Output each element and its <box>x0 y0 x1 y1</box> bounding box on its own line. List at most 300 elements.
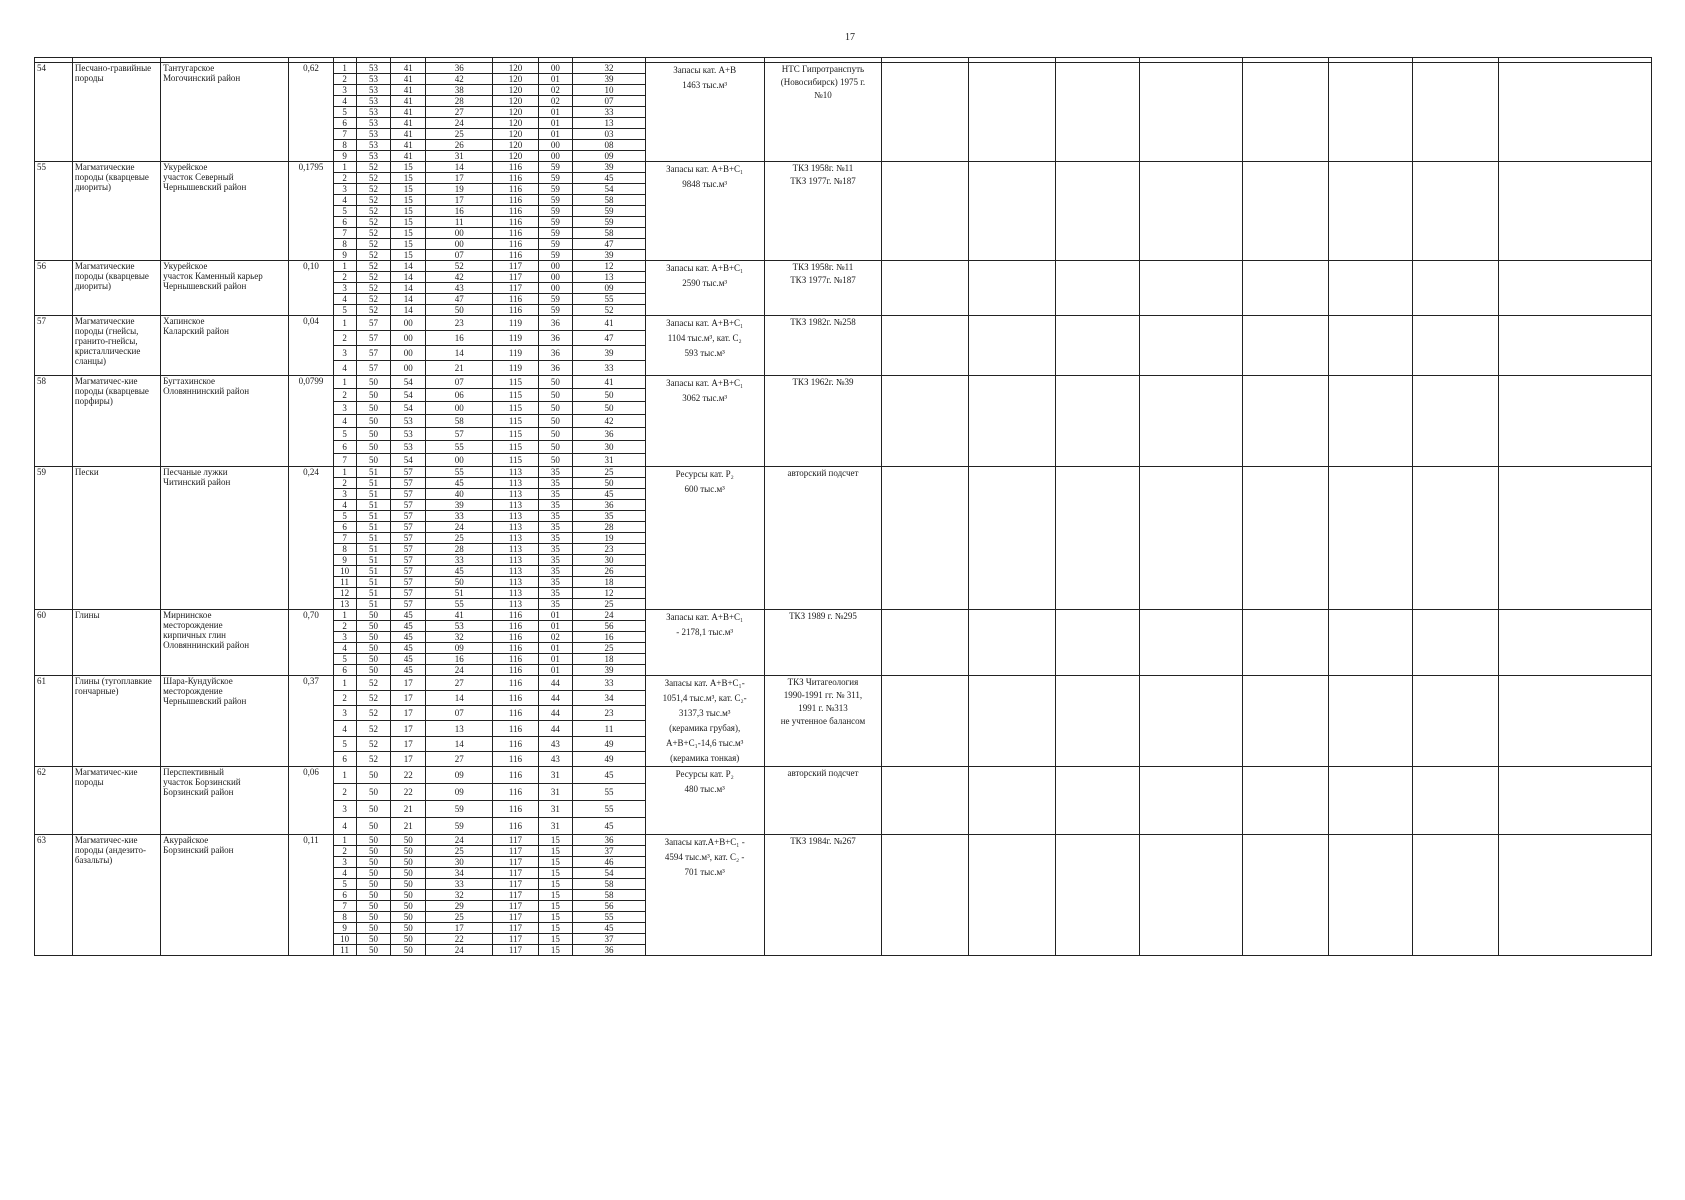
coord-cell: 39 <box>573 250 646 261</box>
coord-cell: 57 <box>391 467 426 478</box>
coord-cell: 45 <box>391 632 426 643</box>
coord-cell: 51 <box>356 555 391 566</box>
coord-cell: 52 <box>356 173 391 184</box>
coord-cell: 00 <box>538 261 573 272</box>
table-row <box>35 676 1652 691</box>
coord-cell: 01 <box>538 665 573 676</box>
area-value-text: 0,24 <box>303 467 319 477</box>
coord-cell: 50 <box>391 912 426 923</box>
coord-cell: 35 <box>538 478 573 489</box>
coord-cell: 6 <box>333 441 356 454</box>
empty-cell <box>1329 767 1413 835</box>
coord-cell: 01 <box>538 610 573 621</box>
empty-cell <box>882 835 968 956</box>
deposit-site-text: Укурейское участок Каменный карьер Чернышевский район <box>163 261 263 291</box>
empty-cell <box>1329 162 1413 261</box>
coord-cell: 17 <box>391 721 426 736</box>
coord-cell: 25 <box>426 912 493 923</box>
coord-cell: 117 <box>493 923 538 934</box>
coord-cell: 50 <box>356 784 391 801</box>
coord-cell: 4 <box>333 294 356 305</box>
coord-cell: 59 <box>538 305 573 316</box>
empty-cell <box>1413 835 1499 956</box>
coord-cell: 00 <box>426 402 493 415</box>
coord-cell: 56 <box>573 901 646 912</box>
coord-cell: 27 <box>426 751 493 766</box>
coord-cell: 44 <box>538 691 573 706</box>
coord-cell: 4 <box>333 868 356 879</box>
coord-cell: 09 <box>426 767 493 784</box>
coord-cell: 55 <box>573 912 646 923</box>
coord-cell: 4 <box>333 818 356 835</box>
coord-cell: 9 <box>333 555 356 566</box>
coord-cell: 5 <box>333 879 356 890</box>
source-text: ТКЗ 1958г. №11 ТКЗ 1977г. №187 <box>790 163 856 186</box>
coord-cell: 55 <box>426 441 493 454</box>
coord-cell: 2 <box>333 846 356 857</box>
table-row <box>35 835 1652 846</box>
coord-cell: 24 <box>426 118 493 129</box>
source-text: авторский подсчет <box>787 468 859 478</box>
coord-cell: 116 <box>493 305 538 316</box>
coord-cell: 53 <box>356 96 391 107</box>
coord-cell: 57 <box>391 522 426 533</box>
coord-cell: 7 <box>333 533 356 544</box>
coord-cell: 8 <box>333 140 356 151</box>
coord-cell: 50 <box>356 441 391 454</box>
deposit-site-text: Тантугарское Могочинский район <box>163 63 241 83</box>
coord-cell: 00 <box>538 283 573 294</box>
coord-cell: 7 <box>333 454 356 467</box>
coord-cell: 07 <box>426 706 493 721</box>
coord-cell: 58 <box>573 228 646 239</box>
coord-cell: 117 <box>493 868 538 879</box>
coord-cell: 09 <box>426 784 493 801</box>
coord-cell: 46 <box>573 857 646 868</box>
rock-type-text: Магматические породы (кварцевые диориты) <box>74 162 149 192</box>
resources-cell <box>645 162 764 261</box>
area-value-text: 0,11 <box>303 835 319 845</box>
rock-type-text: Магматические породы (кварцевые диориты) <box>74 261 149 291</box>
coord-cell: 54 <box>573 868 646 879</box>
entry-number-text: 61 <box>37 676 46 686</box>
source-cell <box>764 610 882 676</box>
empty-cell <box>1139 676 1242 767</box>
coord-cell: 53 <box>356 140 391 151</box>
coord-cell: 13 <box>426 721 493 736</box>
coord-cell: 50 <box>356 818 391 835</box>
table-row <box>35 261 1652 272</box>
empty-cell <box>1499 63 1652 162</box>
coord-cell: 119 <box>493 316 538 331</box>
coord-cell: 54 <box>391 389 426 402</box>
coord-cell: 5 <box>333 107 356 118</box>
entry-number-text: 57 <box>37 316 46 326</box>
coord-cell: 1 <box>333 767 356 784</box>
coord-cell: 16 <box>426 206 493 217</box>
empty-cell <box>1055 376 1139 467</box>
empty-cell <box>1329 467 1413 610</box>
empty-cell <box>1242 767 1328 835</box>
empty-cell <box>968 610 1055 676</box>
empty-cell <box>1413 767 1499 835</box>
coord-cell: 4 <box>333 415 356 428</box>
coord-cell: 8 <box>333 912 356 923</box>
coord-cell: 41 <box>391 63 426 74</box>
coord-cell: 42 <box>426 74 493 85</box>
source-cell <box>764 63 882 162</box>
area-value-text: 0,37 <box>303 676 319 686</box>
coord-cell: 57 <box>391 533 426 544</box>
coord-cell: 50 <box>573 389 646 402</box>
coord-cell: 117 <box>493 857 538 868</box>
coord-cell: 9 <box>333 923 356 934</box>
empty-cell <box>1242 467 1328 610</box>
entry-number-text: 63 <box>37 835 46 845</box>
coord-cell: 120 <box>493 63 538 74</box>
coord-cell: 41 <box>573 316 646 331</box>
deposit-site-text: Перспективный участок Борзинский Борзинский район <box>163 767 241 797</box>
coord-cell: 16 <box>573 632 646 643</box>
coord-cell: 120 <box>493 74 538 85</box>
coord-cell: 23 <box>426 316 493 331</box>
empty-cell <box>1139 316 1242 376</box>
coord-cell: 15 <box>538 857 573 868</box>
resources-text: Ресурсы кат. P₂ 600 тыс.м³ <box>675 469 734 494</box>
coord-cell: 11 <box>333 945 356 956</box>
coord-cell: 00 <box>391 361 426 376</box>
coord-cell: 115 <box>493 376 538 389</box>
empty-cell <box>1139 376 1242 467</box>
empty-cell <box>1055 767 1139 835</box>
coord-cell: 51 <box>356 489 391 500</box>
coord-cell: 32 <box>426 890 493 901</box>
coord-cell: 113 <box>493 555 538 566</box>
coord-cell: 36 <box>573 835 646 846</box>
empty-cell <box>968 316 1055 376</box>
rock-type <box>72 676 160 767</box>
coord-cell: 1 <box>333 835 356 846</box>
empty-cell <box>1413 162 1499 261</box>
coord-cell: 03 <box>573 129 646 140</box>
coord-cell: 09 <box>426 643 493 654</box>
coord-cell: 33 <box>426 879 493 890</box>
coord-cell: 31 <box>538 801 573 818</box>
coord-cell: 43 <box>426 283 493 294</box>
empty-cell <box>1055 610 1139 676</box>
coord-cell: 59 <box>538 250 573 261</box>
table-row <box>35 376 1652 389</box>
empty-cell <box>1499 261 1652 316</box>
coord-cell: 57 <box>391 478 426 489</box>
coord-cell: 27 <box>426 676 493 691</box>
coord-cell: 50 <box>356 402 391 415</box>
coord-cell: 116 <box>493 250 538 261</box>
coord-cell: 22 <box>391 784 426 801</box>
coord-cell: 19 <box>573 533 646 544</box>
coord-cell: 31 <box>538 767 573 784</box>
empty-cell <box>882 610 968 676</box>
coord-cell: 35 <box>538 500 573 511</box>
coord-cell: 119 <box>493 331 538 346</box>
coord-cell: 32 <box>426 632 493 643</box>
empty-cell <box>1139 261 1242 316</box>
coord-cell: 18 <box>573 577 646 588</box>
coord-cell: 58 <box>426 415 493 428</box>
empty-cell <box>1499 162 1652 261</box>
coord-cell: 15 <box>538 901 573 912</box>
coord-cell: 14 <box>391 305 426 316</box>
coord-cell: 50 <box>356 389 391 402</box>
deposit-site <box>161 316 289 376</box>
coord-cell: 55 <box>573 801 646 818</box>
coord-cell: 39 <box>573 346 646 361</box>
coord-cell: 57 <box>391 511 426 522</box>
resources-text: Запасы кат. А+В+С₁ 2590 тыс.м³ <box>666 263 744 288</box>
coord-cell: 13 <box>573 118 646 129</box>
coord-cell: 41 <box>391 151 426 162</box>
coord-cell: 26 <box>573 566 646 577</box>
coord-cell: 33 <box>573 361 646 376</box>
coord-cell: 15 <box>538 879 573 890</box>
coord-cell: 50 <box>356 610 391 621</box>
coord-cell: 116 <box>493 721 538 736</box>
coord-cell: 51 <box>356 511 391 522</box>
area-value-text: 0,1795 <box>298 162 324 172</box>
coord-cell: 116 <box>493 767 538 784</box>
coord-cell: 51 <box>356 544 391 555</box>
coord-cell: 50 <box>391 934 426 945</box>
coord-cell: 11 <box>426 217 493 228</box>
coord-cell: 44 <box>538 721 573 736</box>
area-value-text: 0,04 <box>303 316 319 326</box>
coord-cell: 30 <box>426 857 493 868</box>
coord-cell: 3 <box>333 632 356 643</box>
coord-cell: 00 <box>538 140 573 151</box>
empty-cell <box>1139 767 1242 835</box>
coord-cell: 22 <box>391 767 426 784</box>
coord-cell: 15 <box>538 912 573 923</box>
coord-cell: 50 <box>356 846 391 857</box>
empty-cell <box>1499 767 1652 835</box>
coord-cell: 50 <box>538 389 573 402</box>
coord-cell: 02 <box>538 632 573 643</box>
coord-cell: 01 <box>538 74 573 85</box>
deposit-site <box>161 610 289 676</box>
coord-cell: 41 <box>391 107 426 118</box>
coord-cell: 117 <box>493 879 538 890</box>
empty-cell <box>1055 467 1139 610</box>
empty-cell <box>968 261 1055 316</box>
coord-cell: 15 <box>391 162 426 173</box>
coord-cell: 00 <box>538 63 573 74</box>
coord-cell: 52 <box>356 691 391 706</box>
coord-cell: 36 <box>538 361 573 376</box>
coord-cell: 47 <box>573 239 646 250</box>
coord-cell: 52 <box>356 305 391 316</box>
deposit-site-text: Акурайское Борзинский район <box>163 835 234 855</box>
empty-cell <box>1242 610 1328 676</box>
coord-cell: 120 <box>493 96 538 107</box>
empty-cell <box>1055 162 1139 261</box>
coord-cell: 120 <box>493 118 538 129</box>
coord-cell: 115 <box>493 454 538 467</box>
coord-cell: 59 <box>538 195 573 206</box>
coord-cell: 116 <box>493 736 538 751</box>
resources-cell <box>645 610 764 676</box>
coord-cell: 15 <box>538 923 573 934</box>
coord-cell: 116 <box>493 621 538 632</box>
coord-cell: 01 <box>538 118 573 129</box>
coord-cell: 59 <box>573 206 646 217</box>
coord-cell: 15 <box>391 228 426 239</box>
coord-cell: 50 <box>356 632 391 643</box>
coord-cell: 35 <box>538 467 573 478</box>
resources-cell <box>645 261 764 316</box>
coord-cell: 59 <box>538 184 573 195</box>
coord-cell: 119 <box>493 361 538 376</box>
coord-cell: 45 <box>391 654 426 665</box>
coord-cell: 1 <box>333 610 356 621</box>
source-text: ТКЗ 1962г. №39 <box>792 377 854 387</box>
rock-type <box>72 376 160 467</box>
coord-cell: 07 <box>573 96 646 107</box>
deposit-site <box>161 261 289 316</box>
area-value-text: 0,06 <box>303 767 319 777</box>
coord-cell: 15 <box>538 868 573 879</box>
area-value <box>289 610 333 676</box>
coord-cell: 02 <box>538 96 573 107</box>
coord-cell: 16 <box>426 331 493 346</box>
coord-cell: 50 <box>573 478 646 489</box>
coord-cell: 113 <box>493 467 538 478</box>
coord-cell: 14 <box>426 162 493 173</box>
coord-cell: 7 <box>333 228 356 239</box>
coord-cell: 116 <box>493 294 538 305</box>
coord-cell: 51 <box>356 577 391 588</box>
coord-cell: 17 <box>391 676 426 691</box>
source-text: ТКЗ 1989 г. №295 <box>789 611 857 621</box>
coord-cell: 21 <box>426 361 493 376</box>
coord-cell: 50 <box>356 868 391 879</box>
empty-cell <box>1499 610 1652 676</box>
empty-cell <box>968 376 1055 467</box>
empty-cell <box>1329 376 1413 467</box>
coord-cell: 57 <box>391 500 426 511</box>
coord-cell: 5 <box>333 654 356 665</box>
coord-cell: 17 <box>391 691 426 706</box>
deposit-site <box>161 835 289 956</box>
coord-cell: 15 <box>538 945 573 956</box>
empty-cell <box>882 467 968 610</box>
coord-cell: 52 <box>426 261 493 272</box>
coord-cell: 58 <box>573 879 646 890</box>
area-value <box>289 162 333 261</box>
coord-cell: 42 <box>426 272 493 283</box>
coord-cell: 47 <box>573 331 646 346</box>
resources-text: Запасы кат. А+В+С₁ - 2178,1 тыс.м³ <box>666 612 744 637</box>
coord-cell: 18 <box>573 654 646 665</box>
coord-cell: 35 <box>538 544 573 555</box>
coord-cell: 59 <box>538 294 573 305</box>
coord-cell: 00 <box>538 151 573 162</box>
coord-cell: 1 <box>333 316 356 331</box>
source-cell <box>764 676 882 767</box>
coord-cell: 33 <box>573 107 646 118</box>
coord-cell: 25 <box>426 129 493 140</box>
coord-cell: 116 <box>493 610 538 621</box>
coord-cell: 116 <box>493 206 538 217</box>
source-cell <box>764 467 882 610</box>
coord-cell: 50 <box>356 376 391 389</box>
coord-cell: 2 <box>333 173 356 184</box>
coord-cell: 55 <box>573 784 646 801</box>
coord-cell: 45 <box>426 478 493 489</box>
coord-cell: 3 <box>333 857 356 868</box>
coord-cell: 52 <box>356 736 391 751</box>
coord-cell: 52 <box>573 305 646 316</box>
coord-cell: 54 <box>391 454 426 467</box>
coord-cell: 15 <box>391 184 426 195</box>
coord-cell: 52 <box>356 261 391 272</box>
coord-cell: 117 <box>493 934 538 945</box>
coord-cell: 113 <box>493 588 538 599</box>
coord-cell: 25 <box>573 467 646 478</box>
coord-cell: 116 <box>493 162 538 173</box>
coord-cell: 34 <box>573 691 646 706</box>
entry-number <box>35 316 73 376</box>
entry-number-text: 59 <box>37 467 46 477</box>
coord-cell: 25 <box>573 643 646 654</box>
coord-cell: 50 <box>356 923 391 934</box>
empty-cell <box>1413 63 1499 162</box>
coord-cell: 50 <box>391 835 426 846</box>
coord-cell: 01 <box>538 107 573 118</box>
empty-cell <box>882 63 968 162</box>
empty-cell <box>968 63 1055 162</box>
empty-cell <box>968 162 1055 261</box>
coord-cell: 117 <box>493 835 538 846</box>
rock-type <box>72 162 160 261</box>
coord-cell: 59 <box>426 801 493 818</box>
entry-number-text: 62 <box>37 767 46 777</box>
coord-cell: 9 <box>333 151 356 162</box>
coord-cell: 28 <box>426 544 493 555</box>
rock-type <box>72 767 160 835</box>
coord-cell: 52 <box>356 676 391 691</box>
coord-cell: 3 <box>333 85 356 96</box>
coord-cell: 57 <box>391 588 426 599</box>
coord-cell: 41 <box>391 85 426 96</box>
coord-cell: 52 <box>356 294 391 305</box>
coord-cell: 50 <box>356 665 391 676</box>
coord-cell: 11 <box>573 721 646 736</box>
coord-cell: 45 <box>573 767 646 784</box>
coord-cell: 5 <box>333 428 356 441</box>
area-value <box>289 261 333 316</box>
coord-cell: 55 <box>426 599 493 610</box>
coord-cell: 50 <box>356 945 391 956</box>
coord-cell: 50 <box>538 441 573 454</box>
coord-cell: 23 <box>573 544 646 555</box>
coord-cell: 17 <box>391 736 426 751</box>
coord-cell: 6 <box>333 751 356 766</box>
coord-cell: 24 <box>573 610 646 621</box>
coord-cell: 59 <box>538 173 573 184</box>
coord-cell: 57 <box>391 544 426 555</box>
coord-cell: 45 <box>573 923 646 934</box>
coord-cell: 57 <box>391 577 426 588</box>
